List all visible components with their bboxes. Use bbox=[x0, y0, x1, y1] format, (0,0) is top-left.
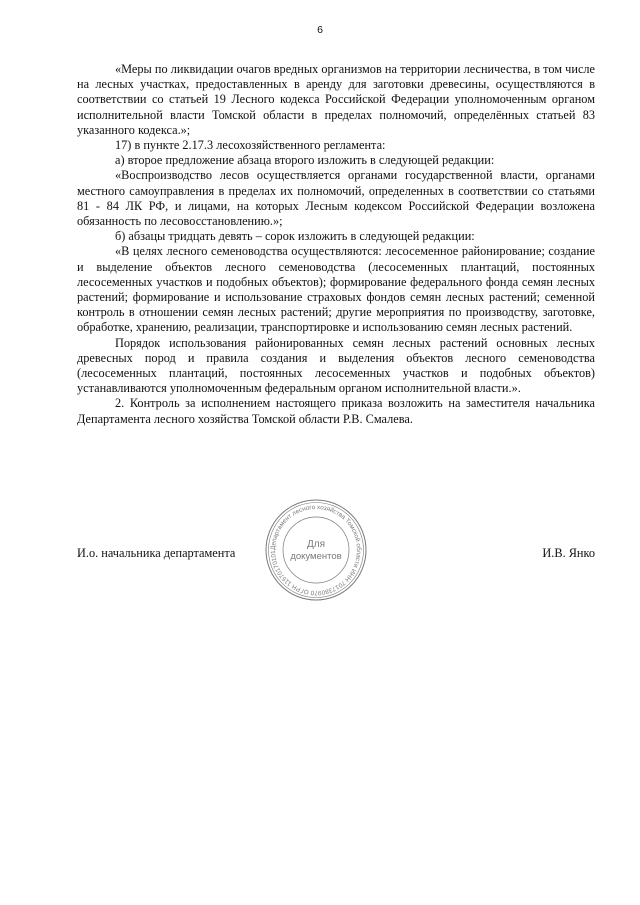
paragraph-seed-production: «В целях лесного семеноводства осуществляются: лесосеменное районирование; создание и выделение объектов лесного семеноводства (лесосеменных плантаций, постоянных лесосеменных участков и подобных объектов); формирование федерального фонда семян лесных растений; формирование и использование страховых фондов семян лесных растений; семенной контроль в отношении семян лесных растений; другие мероприятия по производству, заготовке, обработке, хранению, реализации, транспортировке и использованию семян лесных растений. bbox=[77, 244, 595, 335]
paragraph-subitem-a: а) второе предложение абзаца второго изложить в следующей редакции: bbox=[115, 153, 495, 168]
paragraph-reforestation: «Воспроизводство лесов осуществляется органами государственной власти, органами местного самоуправления в пределах их полномочий, определенных в соответствии со статьями 81 - 84 ЛК РФ, и лицами, на которых Лесным кодексом Российской Федерации возложена обязанность по лесовосстановлению.»; bbox=[77, 168, 595, 229]
page-number: 6 bbox=[317, 24, 323, 36]
paragraph-seed-usage-order: Порядок использования районированных семян лесных растений основных лесных древесных пород и правила создания и выделения объектов лесного семеноводства (лесосеменных плантаций, постоянных лесосеменных участков и подобных объектов) устанавливаются уполномоченным федеральным органом исполнительной власти.». bbox=[77, 335, 595, 396]
paragraph-subitem-b: б) абзацы тридцать девять – сорок изложить в следующей редакции: bbox=[115, 229, 475, 244]
stamp-ring-text: Департамент лесного хозяйства Томской области ИНН 7017380970 ОГРН 11570170101 bbox=[269, 503, 363, 597]
paragraph-pest-measures: «Меры по ликвидации очагов вредных организмов на территории лесничества, в том числе на лесных участках, предоставленных в аренду для заготовки древесины, осуществляются в соответствии со статьей 19 Лесного кодекса Российской Федерации уполномоченным органом исполнительной власти Томской области в пределах полномочий, определённых статьей 83 указанного кодекса.»; bbox=[77, 62, 595, 137]
paragraph-control: 2. Контроль за исполнением настоящего приказа возложить на заместителя начальника Департамента лесного хозяйства Томской области Р.В. Смалева. bbox=[77, 396, 595, 426]
document-body bbox=[77, 62, 595, 427]
paragraph-item-17: 17) в пункте 2.17.3 лесохозяйственного регламента: bbox=[115, 138, 386, 153]
official-stamp bbox=[262, 496, 370, 604]
signatory-name: И.В. Янко bbox=[542, 546, 595, 560]
stamp-center-line2: документов bbox=[290, 551, 342, 562]
stamp-center-line1: Для bbox=[306, 539, 326, 550]
signatory-title: И.о. начальника департамента bbox=[77, 546, 236, 560]
